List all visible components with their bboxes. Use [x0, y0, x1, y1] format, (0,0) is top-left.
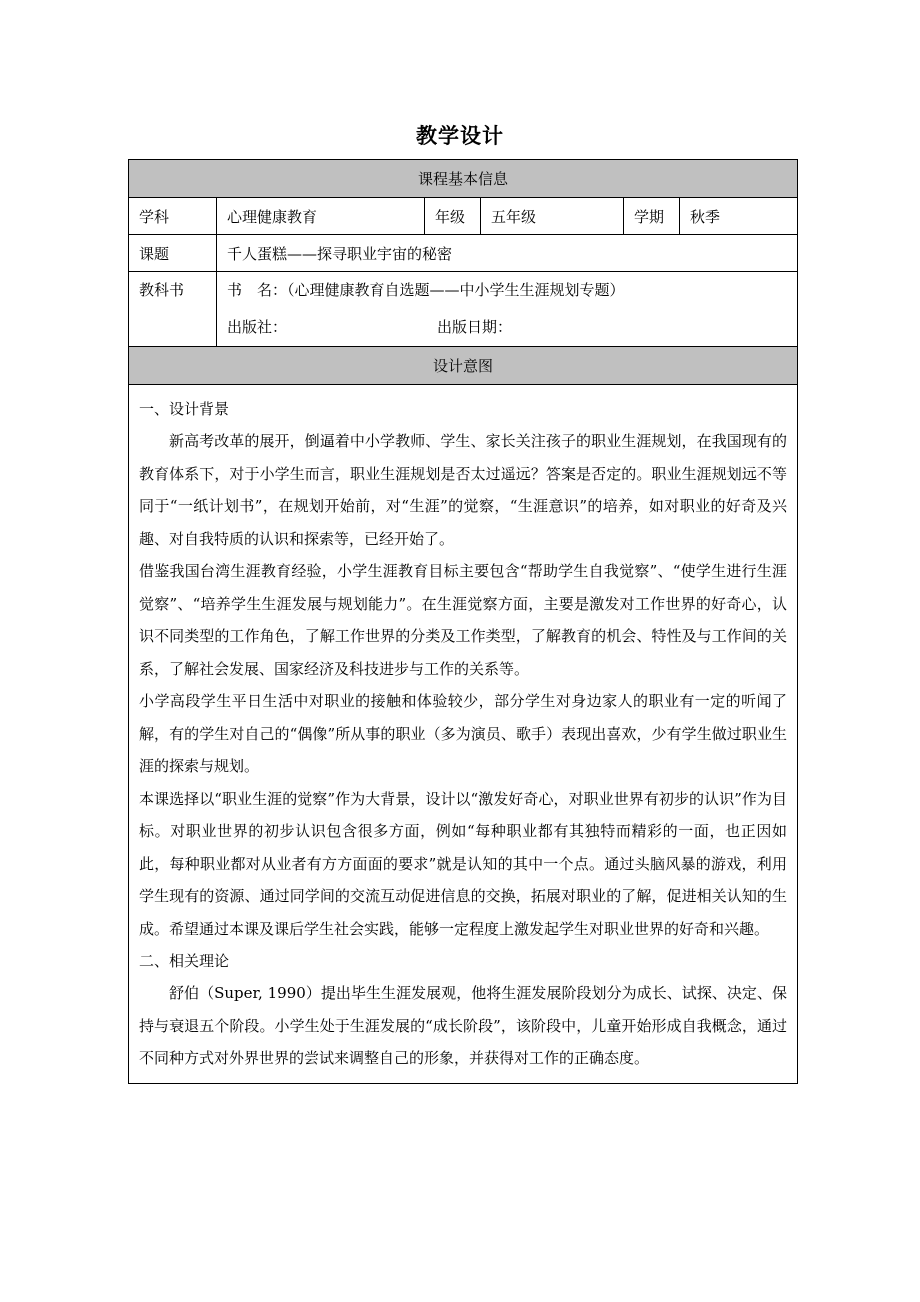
term-value: 秋季 [680, 198, 798, 235]
section-theory-title: 二、相关理论 [139, 952, 230, 970]
paragraph: 本课选择以“职业生涯的觉察”作为大背景，设计以“激发好奇心，对职业世界有初步的认识”作为目标。对职业世界的初步认识包含很多方面，例如“每种职业都有其独特而精彩的一面，也正因如此，每种职业都对从业者有方方面面的要求”就是认知的其中一个点。通过头脑风暴的游戏，利用学生现有的资源、通过同学间的交流互动促进信息的交换，拓展对职业的了解，促进相关认知的生成。希望通过本课及课后学生社会实践，能够一定程度上激发起学生对职业世界的好奇和兴趣。 [139, 789, 788, 938]
grade-value: 五年级 [481, 198, 624, 235]
document-title: 教学设计 [416, 123, 504, 148]
textbook-info [217, 272, 798, 347]
topic-value: 千人蛋糕——探寻职业宇宙的秘密 [217, 235, 798, 272]
paragraph: 小学高段学生平日生活中对职业的接触和体验较少，部分学生对身边家人的职业有一定的听闻了解，有的学生对自己的“偶像”所从事的职业（多为演员、歌手）表现出喜欢，少有学生做过职业生涯的探索与规划。 [139, 692, 788, 775]
basic-info-header: 课程基本信息 [129, 160, 798, 198]
textbook-publish-line [227, 309, 787, 346]
grade-label: 年级 [425, 198, 481, 235]
subject-label: 学科 [129, 198, 217, 235]
paragraph: 新高考改革的展开，倒逼着中小学教师、学生、家长关注孩子的职业生涯规划，在我国现有的教育体系下，对于小学生而言，职业生涯规划是否太过遥远？答案是否定的。职业生涯规划远不等同于“一纸计划书”，在规划开始前，对“生涯”的觉察，“生涯意识”的培养，如对职业的好奇及兴趣、对自我特质的认识和探索等，已经开始了。 [139, 432, 788, 548]
textbook-name: 书 名：（心理健康教育自选题——中小学生生涯规划专题） [227, 281, 625, 299]
paragraph: 借鉴我国台湾生涯教育经验，小学生涯教育目标主要包含“帮助学生自我觉察”、“使学生进行生涯觉察”、“培养学生生涯发展与规划能力”。在生涯觉察方面，主要是激发对工作世界的好奇心，认识不同类型的工作角色，了解工作世界的分类及工作类型，了解教育的机会、特性及与工作间的关系，了解社会发展、国家经济及科技进步与工作的关系等。 [139, 562, 788, 678]
design-intent-body [129, 385, 798, 1084]
design-intent-header: 设计意图 [129, 347, 798, 385]
publisher: 出版社： [227, 318, 288, 336]
lesson-design-table [128, 159, 798, 1084]
publish-date: 出版日期： [437, 318, 513, 336]
section-background-title: 一、设计背景 [139, 400, 230, 418]
textbook-label: 教科书 [129, 272, 217, 347]
paragraph: 舒伯（Super, 1990）提出毕生生涯发展观，他将生涯发展阶段划分为成长、试探、决定、保持与衰退五个阶段。小学生处于生涯发展的“成长阶段”，该阶段中，儿童开始形成自我概念，通过不同种方式对外界世界的尝试来调整自己的形象，并获得对工作的正确态度。 [139, 984, 788, 1067]
term-label: 学期 [624, 198, 680, 235]
subject-value: 心理健康教育 [217, 198, 425, 235]
topic-label: 课题 [129, 235, 217, 272]
